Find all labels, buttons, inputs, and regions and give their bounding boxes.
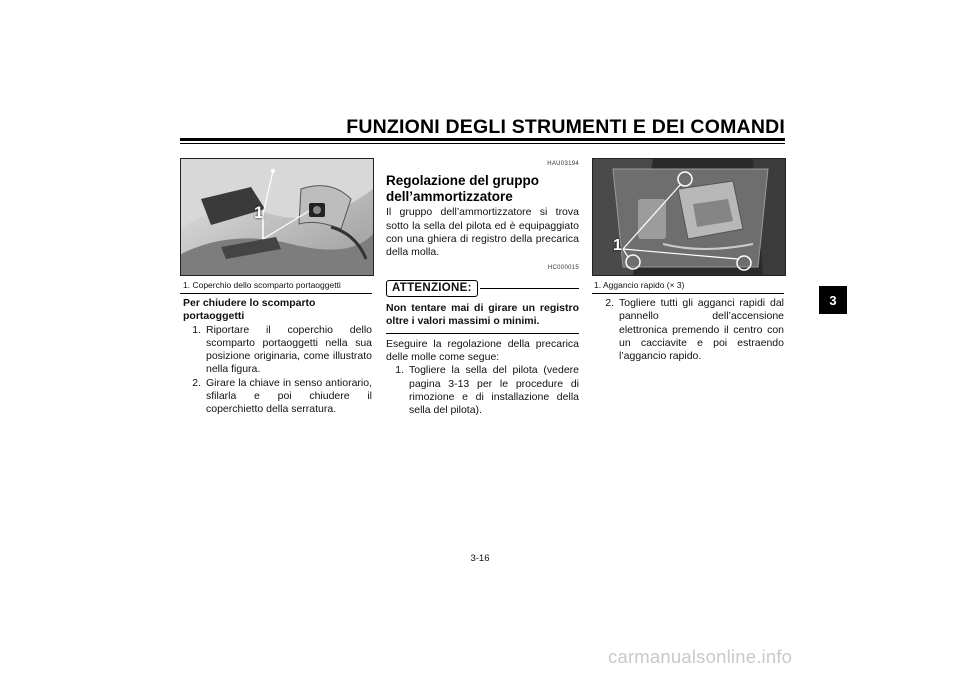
- watermark: carmanualsonline.info: [608, 646, 793, 667]
- chapter-tab: 3: [819, 286, 847, 314]
- section-heading-close-storage: Per chiudere lo scomparto portaoggetti: [183, 297, 316, 323]
- quick-fastener-photo: [592, 158, 786, 276]
- figure-caption-left: 1. Coperchio dello scomparto portaoggetti: [183, 280, 341, 290]
- list-text: Riportare il coperchio dello scomparto portaoggetti nella sua posizione originaria, come illustrato nella figura.: [206, 323, 372, 376]
- left-column-text: [183, 297, 372, 417]
- figure-caption-right: 1. Aggancio rapido (× 3): [594, 280, 685, 290]
- caption-rule-right: [592, 293, 784, 294]
- figure-callout-number: 1: [254, 203, 264, 222]
- list-item: [183, 324, 372, 377]
- caution-label: ATTENZIONE:: [386, 280, 478, 297]
- list-number: 2.: [605, 297, 614, 309]
- storage-cover-illustration: [181, 159, 373, 275]
- middle-column-text: [386, 158, 579, 417]
- list-number: 1.: [395, 364, 404, 377]
- list-item: [183, 377, 372, 417]
- page-header-title: FUNZIONI DEGLI STRUMENTI E DEI COMANDI: [346, 116, 785, 138]
- list-number: 2.: [192, 376, 201, 389]
- section-title-shock-absorber: Regolazione del gruppo dell’ammortizzatore: [386, 173, 540, 204]
- caution-text: Non tentare mai di girare un registro oltre i valori massimi o minimi.: [386, 302, 579, 328]
- doc-code-top: HAU03194: [547, 161, 579, 167]
- header-rule-thin: [180, 143, 785, 144]
- right-column-text: [596, 297, 784, 363]
- list-text: Togliere tutti gli agganci rapidi dal pannello dell’accensione elettronica premendo il centro con un cacciavite e poi estraendo l’aggancio rapido.: [619, 297, 784, 363]
- storage-cover-photo: [180, 158, 374, 276]
- list-text: Girare la chiave in senso antiorario, sfilarla e poi chiudere il coperchietto della serratura.: [206, 376, 372, 416]
- list-item: [386, 364, 579, 417]
- caption-rule-left: [180, 293, 372, 294]
- quick-fastener-illustration: [593, 159, 785, 275]
- list-item: [596, 297, 784, 363]
- caution-bottom-rule: [386, 333, 579, 334]
- page-number: 3-16: [470, 553, 490, 564]
- header-rule: [180, 138, 785, 141]
- figure-callout-number: 1: [613, 237, 622, 254]
- caution-header: [386, 280, 579, 297]
- intro-paragraph: Il gruppo dell’ammortizzatore si trova sotto la sella del pilota ed è equipaggiato con una ghiera di registro della precarica della molla.: [386, 206, 579, 259]
- doc-code-caution: HC000015: [547, 265, 579, 272]
- caution-header-rule: [480, 288, 579, 289]
- list-number: 1.: [192, 323, 201, 336]
- procedure-intro: Eseguire la regolazione della precarica delle molle come segue:: [386, 337, 579, 363]
- list-text: Togliere la sella del pilota (vedere pagina 3-13 per le procedure di rimozione e di installazione della sella del pilota).: [409, 364, 579, 417]
